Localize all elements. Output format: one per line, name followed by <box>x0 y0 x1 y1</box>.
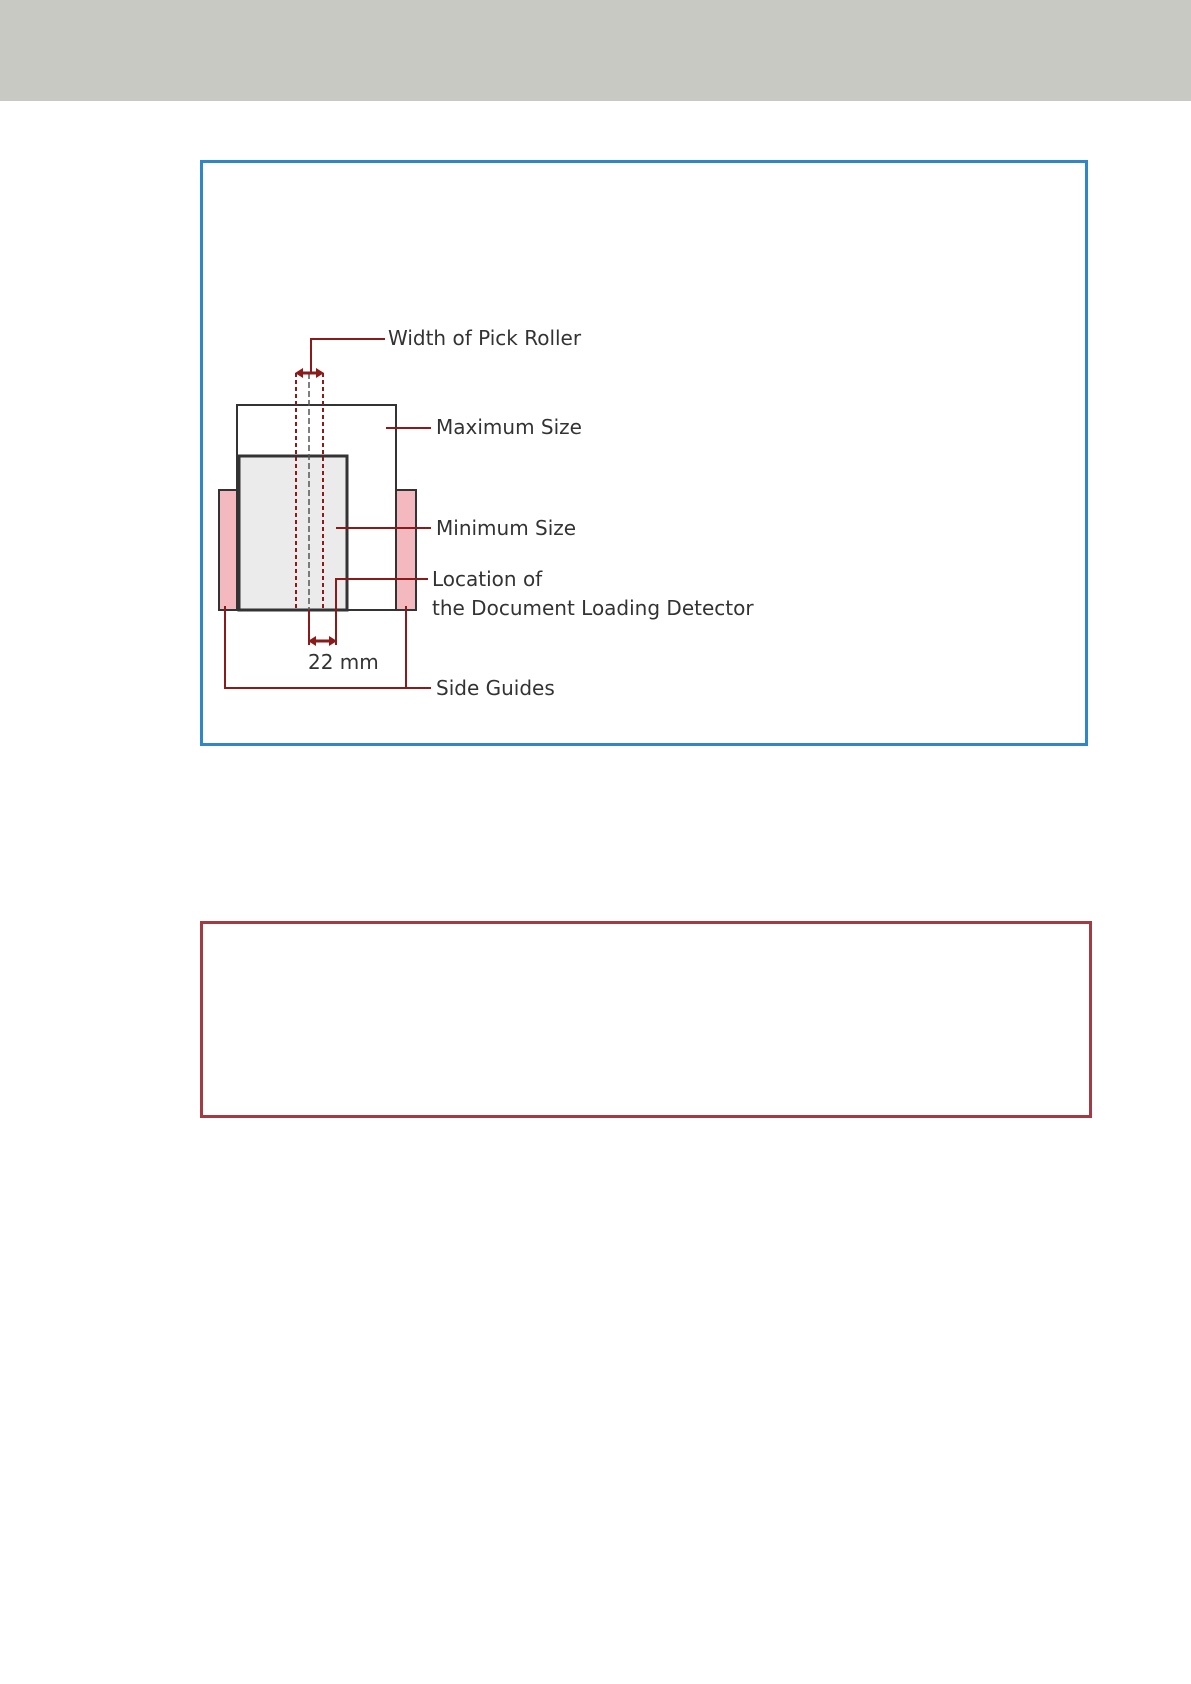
minimum-size-outline <box>239 456 347 610</box>
label-dimension: 22 mm <box>308 650 379 674</box>
label-detector-location-line2: the Document Loading Detector <box>432 596 754 620</box>
side-guide-right <box>396 490 416 610</box>
label-side-guides: Side Guides <box>436 676 555 700</box>
pick-roller-leader <box>311 339 385 373</box>
label-maximum-size: Maximum Size <box>436 415 582 439</box>
label-minimum-size: Minimum Size <box>436 516 577 540</box>
note-frame <box>200 921 1092 1118</box>
label-pick-roller-width: Width of Pick Roller <box>388 326 582 350</box>
side-guides-leader <box>225 606 431 688</box>
document-size-diagram <box>0 0 1191 800</box>
label-detector-location-line1: Location of <box>432 567 543 591</box>
